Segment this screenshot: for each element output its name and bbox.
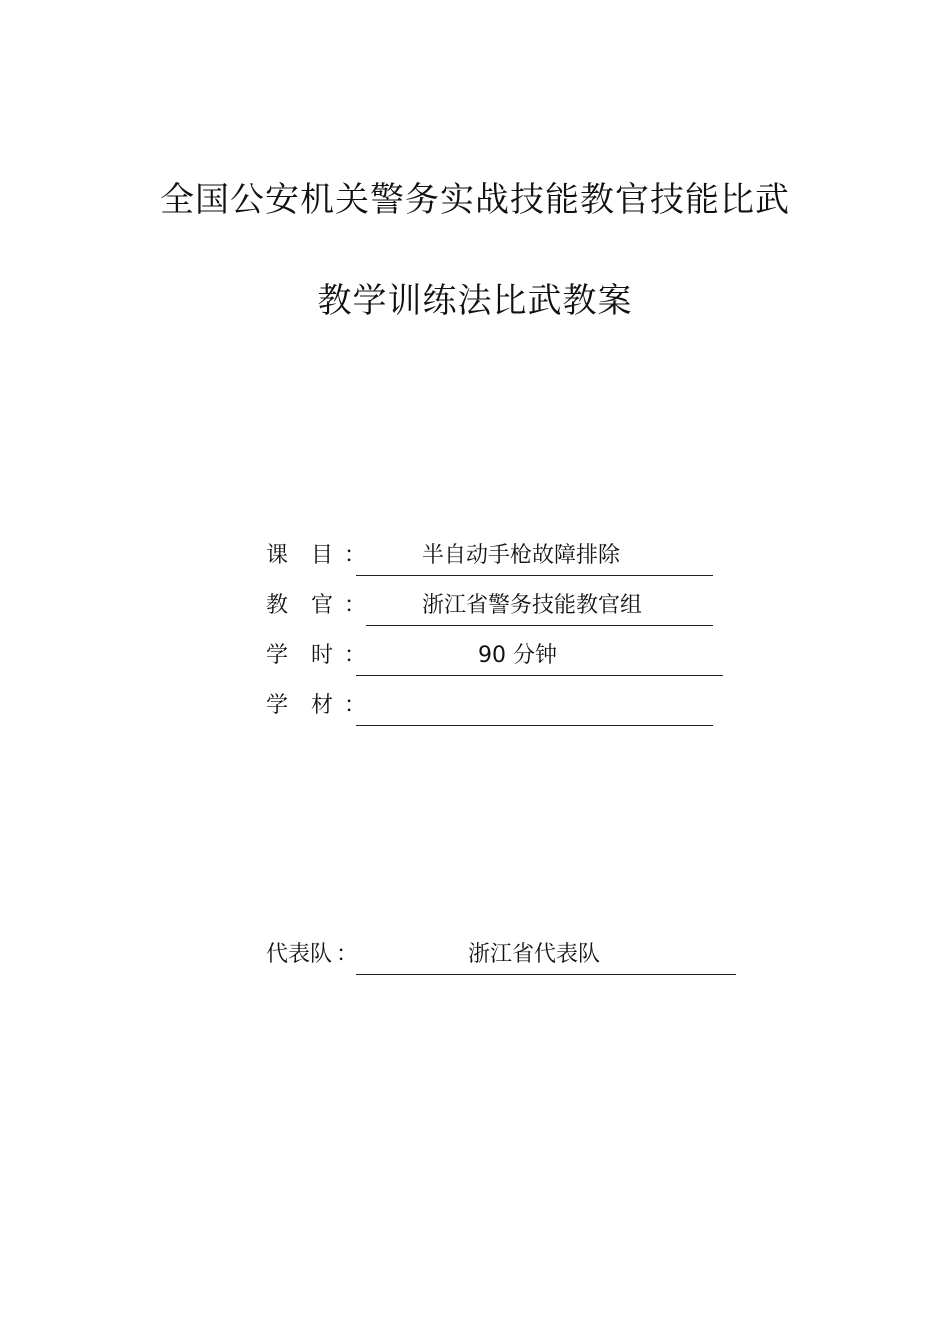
duration-label-char-1: 学 xyxy=(266,643,289,668)
materials-label-char-2: 材 xyxy=(311,693,334,718)
team-underline xyxy=(356,974,736,975)
subject-label-char-1: 课 xyxy=(266,543,289,568)
duration-label xyxy=(266,642,367,670)
duration-label-char-2: 时 xyxy=(311,643,334,668)
materials-underline xyxy=(356,725,713,726)
subject-label xyxy=(266,542,367,570)
cover-title-line-1: 全国公安机关警务实战技能教官技能比武 xyxy=(160,180,790,220)
team-label xyxy=(266,941,359,969)
duration-value: 90 分钟 xyxy=(478,643,557,668)
team-label-colon: ： xyxy=(336,942,359,967)
instructor-underline xyxy=(366,625,713,626)
subject-value: 半自动手枪故障排除 xyxy=(422,543,621,568)
materials-label xyxy=(266,692,367,720)
duration-underline xyxy=(356,675,723,676)
cover-title-line-2: 教学训练法比武教案 xyxy=(317,281,633,321)
duration-label-colon: ： xyxy=(344,643,367,668)
team-label-text: 代表队 xyxy=(266,942,333,967)
subject-label-char-2: 目 xyxy=(311,543,334,568)
subject-underline xyxy=(356,575,713,576)
subject-label-colon: ： xyxy=(344,543,367,568)
materials-label-colon: ： xyxy=(344,693,367,718)
instructor-label-colon: ： xyxy=(344,593,367,618)
instructor-label-char-2: 官 xyxy=(311,593,334,618)
instructor-value: 浙江省警务技能教官组 xyxy=(422,593,643,618)
instructor-label-char-1: 教 xyxy=(266,593,289,618)
materials-label-char-1: 学 xyxy=(266,693,289,718)
instructor-label xyxy=(266,592,367,620)
team-value: 浙江省代表队 xyxy=(468,942,601,967)
